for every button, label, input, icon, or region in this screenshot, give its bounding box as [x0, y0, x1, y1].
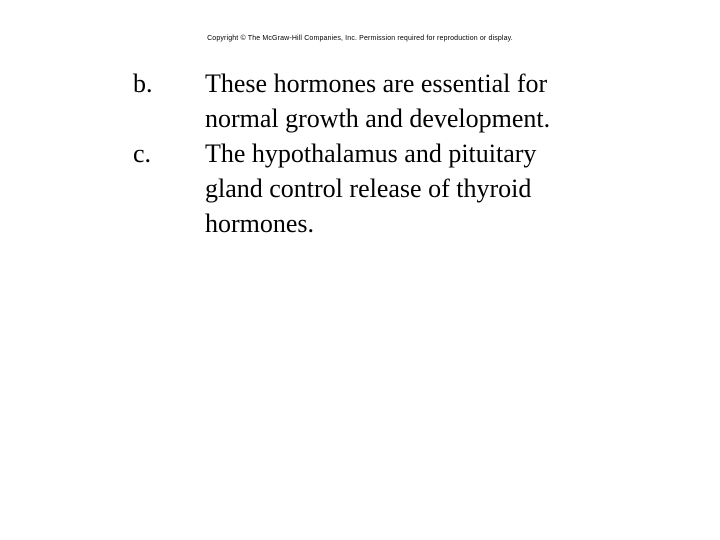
- bullet-list: [133, 66, 693, 241]
- list-marker-c: c.: [133, 139, 152, 168]
- list-marker-b: b.: [133, 69, 153, 98]
- list-item-c: [133, 136, 693, 241]
- list-item-text-b: These hormones are essential for normal growth and development.: [205, 69, 551, 133]
- copyright-notice: Copyright © The McGraw-Hill Companies, Inc. Permission required for reproduction or display.: [207, 35, 513, 42]
- list-item-text-c: The hypothalamus and pituitary gland control release of thyroid hormones.: [205, 139, 537, 238]
- list-item-b: [133, 66, 693, 136]
